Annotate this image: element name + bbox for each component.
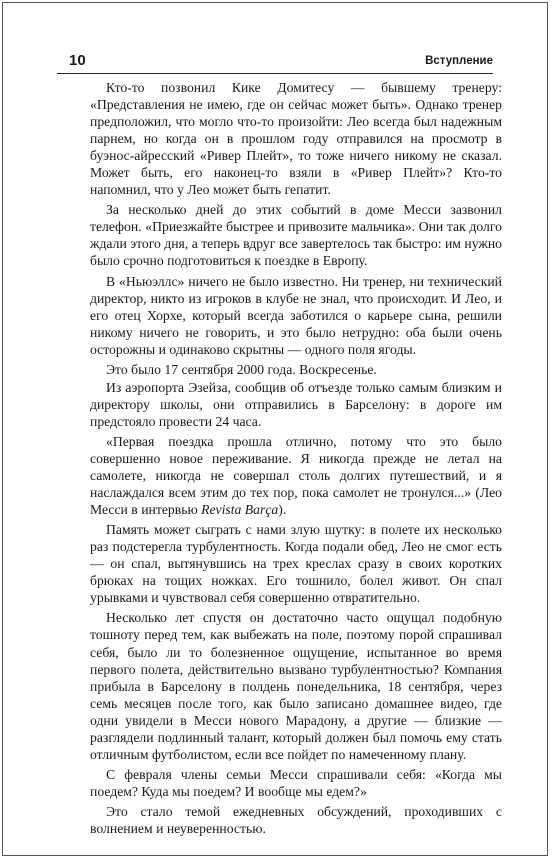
page-number: 10 [69, 52, 86, 69]
quote-end: ). [278, 502, 287, 518]
paragraph: За несколько дней до этих событий в доме Месси зазвонил телефон. «Приезжайте быстрее и привозите мальчика». Они так долго ждали этого дня, а теперь вдруг все завертелось так быстро: им нужно было срочно подготовиться к поездке в Европу. [90, 202, 502, 269]
book-page [2, 2, 548, 856]
running-head: Вступление [425, 55, 493, 67]
paragraph: Это было 17 сентября 2000 года. Воскресенье. [106, 361, 377, 377]
quote-text: «Первая поездка прошла отлично, потому что это было совершенно новое переживание. Я никогда прежде не летал на самолете, никогда не совершал столь долгих путешествий, и я наслаждался всем этим до тех пор, пока самолет не тронулся...» (Лео Месси в интервью [90, 433, 502, 518]
magazine-title: Revista Barça [201, 502, 279, 518]
paragraph: В «Ньюэллс» ничего не было известно. Ни тренер, ни технический директор, никто из игроков в клубе не знал, что происходит. И Лео, и его отец Хорхе, который всегда заботился о карьере сына, решили никому ничего не говорить, и это было нетрудно: оба были очень осторожны и одинаково скрытны — одного поля ягоды. [90, 273, 502, 357]
paragraph: Несколько лет спустя он достаточно часто ощущал подобную тошноту перед тем, как выбежать на поле, поэтому порой спрашивал себя, было ли то болезненное ощущение, испытанное во время первого полета, действительно вызвано турбулентностью? Компания прибыла в Барселону в полдень понедельника, 18 сентября, через семь месяцев после того, как было записано домашнее видео, где одни увидели в Месси нового Марадону, а другие — близкие — разглядели подлинный талант, который должен был помочь ему стать отличным футболистом, если все пойдет по намеченному плану. [90, 610, 502, 762]
paragraph: Это стало темой ежедневных обсуждений, проходивших с волнением и неуверенностью. [90, 803, 502, 836]
paragraph-quote [90, 433, 502, 518]
paragraph: С февраля члены семьи Месси спрашивали себя: «Когда мы поедем? Куда мы поедем? И вообще мы едем?» [90, 766, 502, 799]
paragraph: Из аэропорта Эзейза, сообщив об отъезде только самым близким и директору школы, они отправились в Барселону: в дороге им предстояло провести 24 часа. [90, 379, 502, 429]
paragraph: Кто-то позвонил Кике Домитесу — бывшему тренеру: «Представления не имею, где он сейчас может быть». Однако тренер предположил, что могло что-то произойти: Лео всегда был надежным парнем, но когда он в прошлом году отправился на просмотр в буэнос-айресский «Ривер Плейт», то тоже ничего никому не сказал. Может быть, его наконец-то взяли в «Ривер Плейт»? Кто-то напомнил, что у Лео может быть гепатит. [90, 80, 502, 198]
paragraph: Память может сыграть с нами злую шутку: в полете их несколько раз подстерегла турбулентность. Когда подали обед, Лео не смог есть — он спал, вытянувшись на трех креслах сразу в своих коротких брюках на тощих ножках. Его тошнило, болел живот. Он спал урывками и чувствовал себя совершенно отвратительно. [90, 522, 502, 606]
page-header [57, 51, 493, 74]
body-text [90, 79, 502, 840]
